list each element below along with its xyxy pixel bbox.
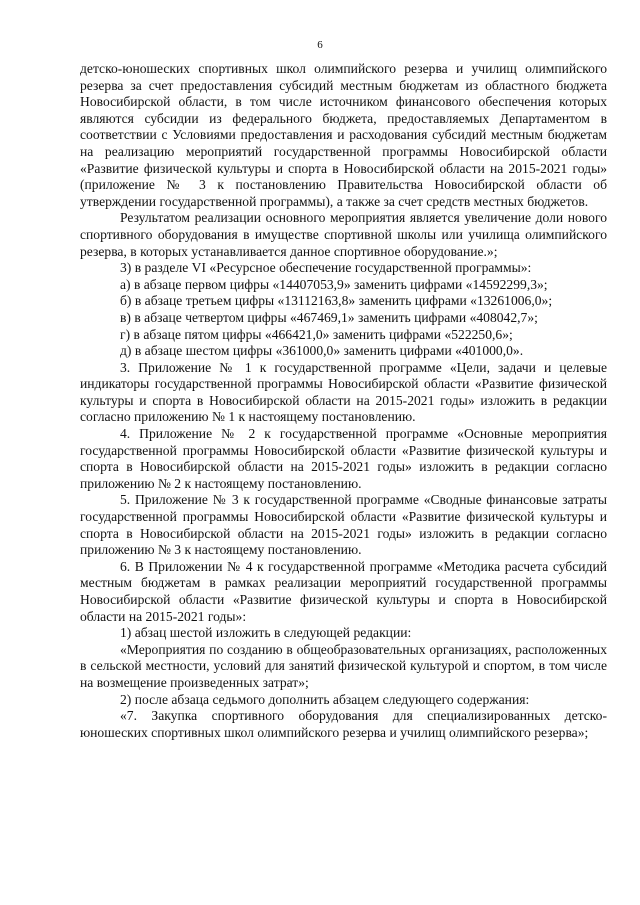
page-number: 6 <box>317 39 323 51</box>
paragraph: д) в абзаце шестом цифры «361000,0» заменить цифрами «401000,0». <box>120 343 524 359</box>
paragraph: «Мероприятия по созданию в общеобразовательных организациях, расположенных в сельской местности, условий для занятий физической культурой и спортом, в том числе на возмещение произведенных затрат»; <box>80 641 607 690</box>
paragraph: 5. Приложение № 3 к государственной программе «Сводные финансовые затраты государственной программы Новосибирской области «Развитие физической культуры и спорта в Новосибирской области на 2015-2021 годы» изложить в редакции согласно приложению № 3 к настоящему постановлению. <box>80 492 607 558</box>
paragraph: 6. В Приложении № 4 к государственной программе «Методика расчета субсидий местным бюджетам в рамках реализации мероприятий государственной программы Новосибирской области «Развитие физической культуры и спорта в Новосибирской области на 2015-2021 годы»: <box>80 558 607 624</box>
paragraph: а) в абзаце первом цифры «14407053,9» заменить цифрами «14592299,3»; <box>120 276 548 292</box>
paragraph: г) в абзаце пятом цифры «466421,0» заменить цифрами «522250,6»; <box>120 326 513 342</box>
paragraph: 2) после абзаца седьмого дополнить абзацем следующего содержания: <box>120 691 530 707</box>
paragraph: в) в абзаце четвертом цифры «467469,1» заменить цифрами «408042,7»; <box>120 309 538 325</box>
paragraph: 1) абзац шестой изложить в следующей редакции: <box>120 625 412 641</box>
document-body <box>80 61 607 741</box>
paragraph: 4. Приложение № 2 к государственной программе «Основные мероприятия государственной программы Новосибирской области «Развитие физической культуры и спорта в Новосибирской области на 2015-2021 годы» изложить в редакции согласно приложению № 2 к настоящему постановлению. <box>80 426 607 491</box>
paragraph: детско-юношеских спортивных школ олимпийского резерва и училищ олимпийского резерва за счет предоставления субсидий местным бюджетам из областного бюджета Новосибирской области, в том числе источником финансового обеспечения которых являются субсидии из федерального бюджета, предоставляемых Департаментом в соответствии с Условиями предоставления и расходования субсидий местным бюджетам на реализацию мероприятий государственной программы Новосибирской области «Развитие физической культуры и спорта в Новосибирской области на 2015-2021 годы» (приложение № 3 к постановлению Правительства Новосибирской области об утверждении государственной программы), а также за счет средств местных бюджетов. <box>80 61 607 209</box>
paragraph: «7. Закупка спортивного оборудования для специализированных детско-юношеских спортивных школ олимпийского резерва и училищ олимпийского резерва»; <box>80 708 607 740</box>
paragraph: б) в абзаце третьем цифры «13112163,8» заменить цифрами «13261006,0»; <box>120 293 553 309</box>
paragraph: 3. Приложение № 1 к государственной программе «Цели, задачи и целевые индикаторы государственной программы Новосибирской области «Развитие физической культуры и спорта в Новосибирской области на 2015-2021 годы» изложить в редакции согласно приложению № 1 к настоящему постановлению. <box>80 359 607 425</box>
paragraph: 3) в разделе VI «Ресурсное обеспечение государственной программы»: <box>120 260 532 276</box>
paragraph: Результатом реализации основного мероприятия является увеличение доли нового спортивного оборудования в имуществе спортивной школы или училища олимпийского резерва, в которых устанавливается данное спортивное оборудование.»; <box>80 210 607 259</box>
